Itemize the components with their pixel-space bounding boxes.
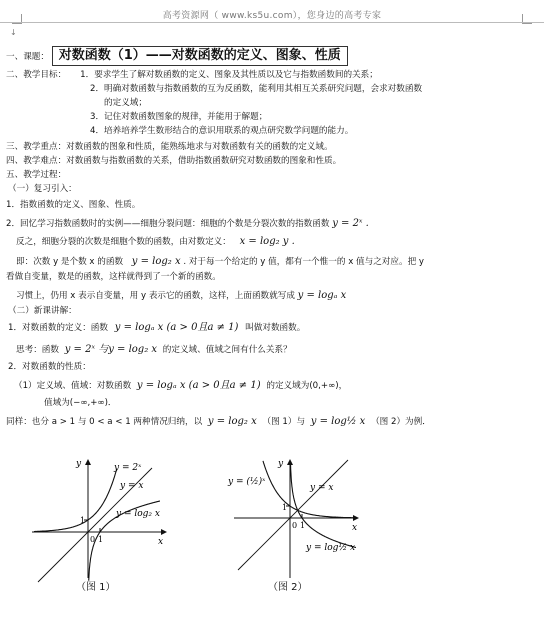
review-item: 看做自变量，数是的函数，这样就得到了一个新的函数。 bbox=[6, 272, 221, 282]
formula: x = log₂ y . bbox=[239, 236, 295, 247]
curve-exponential bbox=[34, 469, 117, 532]
goal-item: 的定义域； bbox=[104, 98, 147, 108]
review-item: 1．指数函数的定义、图象、性质。 bbox=[6, 200, 141, 210]
label-identity: y = x bbox=[310, 483, 334, 493]
tick-label-x-1: 1 bbox=[98, 535, 104, 544]
tick-label-x-1: 1 bbox=[300, 521, 306, 530]
lesson-title: 对数函数（1）——对数函数的定义、图象、性质 bbox=[52, 46, 348, 66]
range-line: 值域为(−∞,+∞)． bbox=[44, 398, 117, 408]
axis-label-x: x bbox=[158, 537, 164, 547]
goal-item: 1．要求学生了解对数函数的定义、图象及其性质以及它与指数函数间的关系； bbox=[80, 70, 378, 80]
goals-label: 二、教学目标： bbox=[6, 70, 67, 80]
property-item: （1）定义域、值域：对数函数 y = logₐ x (a > 0且a ≠ 1) 的定义域为(0,+∞)， bbox=[14, 380, 348, 391]
goal-item: 4．培养培养学生数形结合的意识用联系的观点研究数学问题的能力。 bbox=[90, 126, 354, 136]
formula: y = log₂ x bbox=[207, 416, 257, 427]
formula: y = logₐ x (a > 0且a ≠ 1) bbox=[136, 380, 261, 391]
review-heading: （一）复习引入： bbox=[8, 184, 77, 194]
review-item: 即：次数 y 是个数 x 的函数 y = log₂ x . 对于每一个给定的 y 值，都有一个惟一的 x 值与之对应。把 y bbox=[16, 256, 424, 267]
label-exponential: y = (½)ˣ bbox=[228, 477, 266, 487]
figure-2 bbox=[226, 454, 364, 584]
property-heading: 2．对数函数的性质： bbox=[8, 362, 91, 372]
figure-2-caption: （图 2） bbox=[268, 582, 308, 593]
origin-label: 0 bbox=[292, 521, 298, 530]
review-item: 2．回忆学习指数函数时的实例——细胞分裂问题：细胞的个数是分裂次数的指数函数 y = 2ˣ . bbox=[6, 218, 369, 229]
goal-item: 2．明确对数函数与指数函数的互为反函数，能利用其相互关系研究问题，会求对数函数 bbox=[90, 84, 423, 94]
title-line bbox=[6, 46, 348, 66]
formula: y = 2ˣ . bbox=[332, 218, 369, 229]
review-item: 反之，细胞分裂的次数是细胞个数的函数，由对数定义： x = log₂ y . bbox=[16, 236, 295, 247]
new-lesson-heading: （二）新课讲解： bbox=[8, 306, 77, 316]
label-logarithm: y = log₂ x bbox=[116, 509, 160, 519]
process-heading: 五、教学过程： bbox=[6, 170, 67, 180]
figure-1-caption: （图 1） bbox=[76, 582, 116, 593]
axis-label-x: x bbox=[352, 523, 358, 533]
label-logarithm: y = log½ x bbox=[306, 543, 356, 553]
figure-1 bbox=[24, 454, 172, 588]
tick-label-y-1: 1 bbox=[282, 503, 288, 512]
difficulty: 四、教学难点：对数函数与指数函数的关系，借助指数函数研究对数函数的图象和性质。 bbox=[6, 156, 342, 166]
goals-line bbox=[6, 70, 378, 81]
header-rule bbox=[0, 22, 544, 23]
label-exponential: y = 2ˣ bbox=[114, 463, 142, 473]
formula: y = log₂ x bbox=[131, 256, 181, 267]
axis-label-y: y bbox=[278, 459, 284, 469]
goal-item: 3．记住对数函数图象的规律，并能用于解题； bbox=[90, 112, 268, 122]
formula: y = 2ˣ 与y = log₂ x bbox=[64, 344, 158, 355]
tick-label-y-1: 1 bbox=[80, 516, 86, 525]
formula: y = logₐ x bbox=[297, 290, 347, 301]
label-identity: y = x bbox=[120, 481, 144, 491]
definition: 1．对数函数的定义：函数 y = logₐ x (a > 0且a ≠ 1) 叫做对数函数。 bbox=[8, 322, 306, 333]
key-point: 三、教学重点：对数函数的图象和性质，能熟练地求与对数函数有关的函数的定义域。 bbox=[6, 142, 333, 152]
comparison-line: 同样：也分 a > 1 与 0 < a < 1 两种情况归纳，以 y = log₂ x （图 1）与 y = log½ x （图 2）为例． bbox=[6, 416, 431, 427]
page-header: 高考资源网（ www.ks5u.com），您身边的高考专家 bbox=[162, 11, 382, 21]
curve-logarithmic bbox=[291, 462, 357, 547]
review-item: 习惯上，仍用 x 表示自变量，用 y 表示它的函数，这样，上面函数就写成 y = logₐ x bbox=[16, 290, 347, 301]
paragraph-mark: ↓ bbox=[10, 28, 17, 37]
axis-label-y: y bbox=[76, 459, 82, 469]
formula: y = log½ x bbox=[310, 416, 366, 427]
title-prefix: 一、课题： bbox=[6, 52, 49, 62]
origin-label: 0 bbox=[90, 535, 96, 544]
formula: y = logₐ x (a > 0且a ≠ 1) bbox=[114, 322, 239, 333]
question: 思考：函数 y = 2ˣ 与y = log₂ x 的定义域、值域之间有什么关系？ bbox=[16, 344, 292, 355]
